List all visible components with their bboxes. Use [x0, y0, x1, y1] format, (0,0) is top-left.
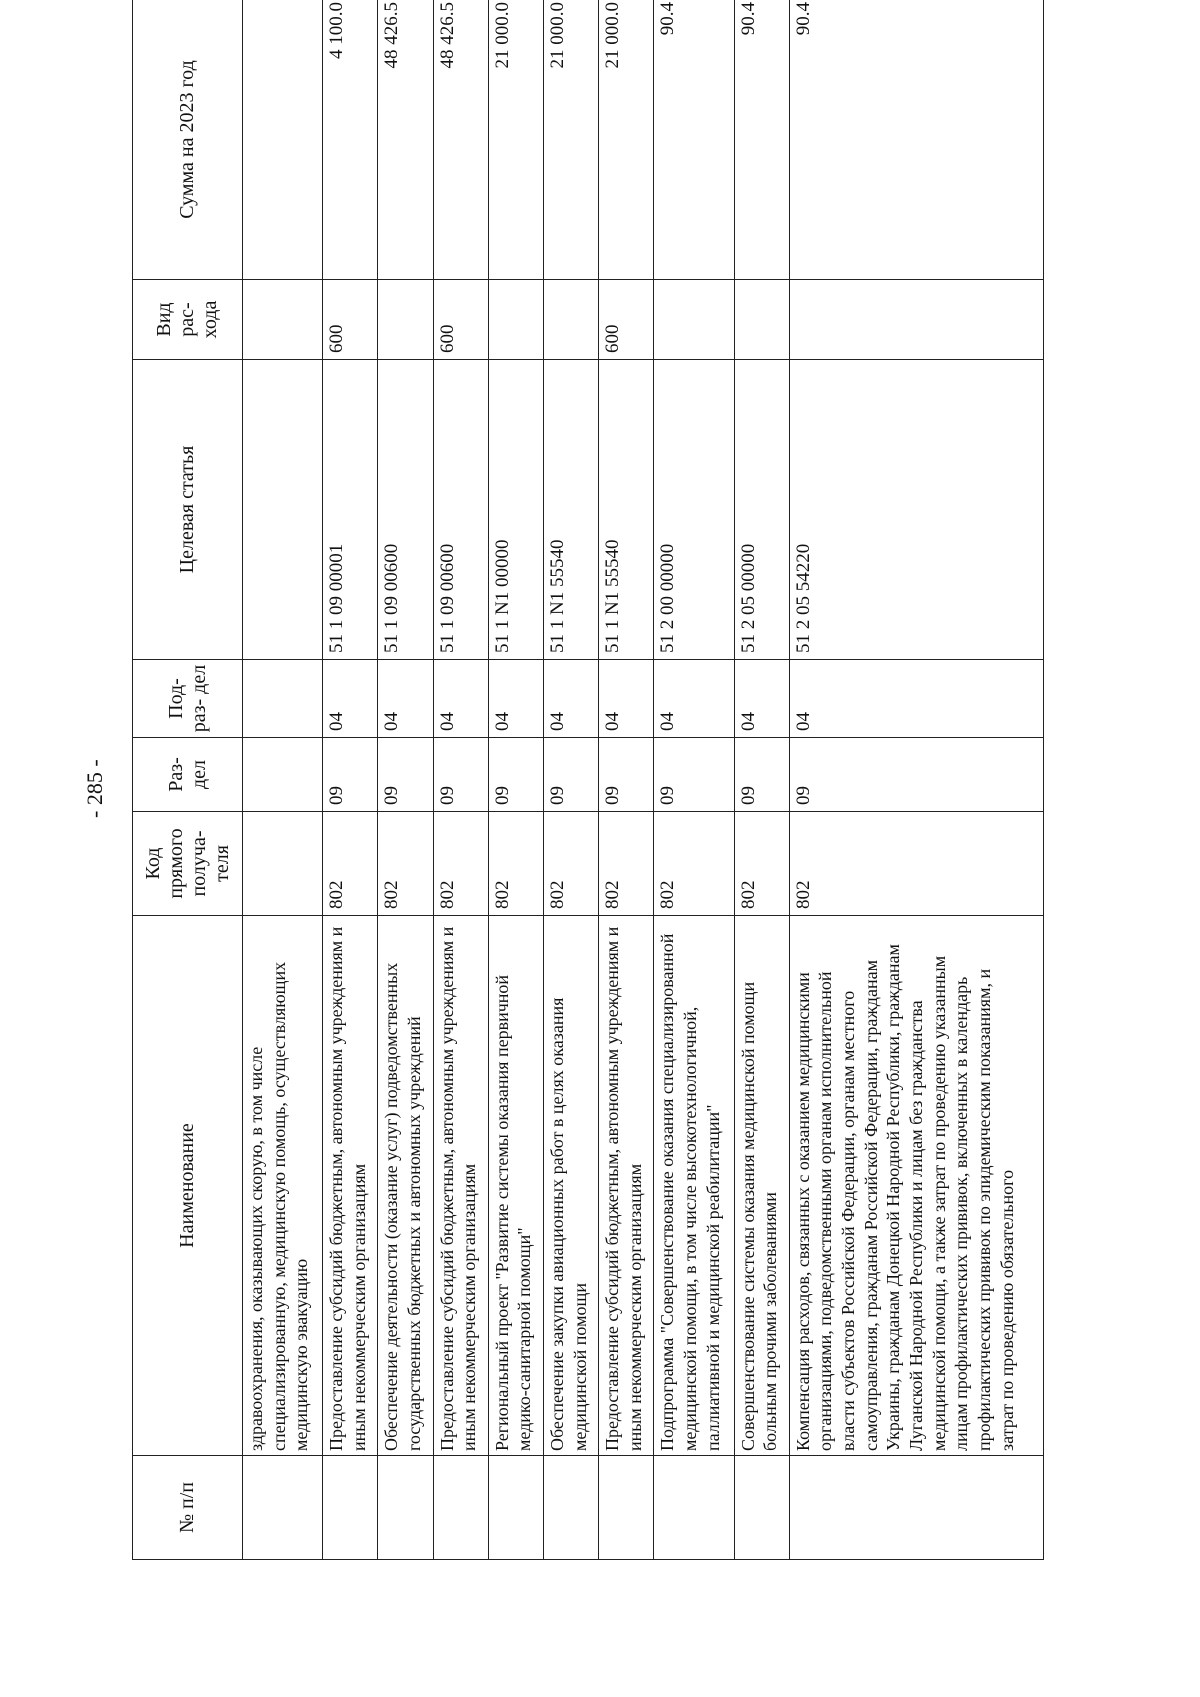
cell-num: [654, 1456, 734, 1560]
cell-target: [243, 360, 323, 660]
table-row: [734, 0, 789, 1560]
cell-target: 51 1 N1 00000: [488, 360, 543, 660]
cell-subsection: 04: [734, 660, 789, 738]
cell-subsection: 04: [654, 660, 734, 738]
cell-expense: [789, 280, 1043, 360]
cell-target: 51 1 N1 55540: [599, 360, 654, 660]
page-number: - 285 -: [82, 759, 107, 818]
cell-expense: 600: [599, 280, 654, 360]
table-row: [433, 0, 488, 1560]
cell-expense: 600: [323, 280, 378, 360]
header-expense: Вид рас- хода: [133, 280, 243, 360]
cell-section: 09: [789, 738, 1043, 812]
cell-section: 09: [599, 738, 654, 812]
table-row: [243, 0, 323, 1560]
cell-recipient: 802: [488, 812, 543, 916]
cell-section: 09: [543, 738, 598, 812]
cell-expense: [378, 280, 433, 360]
budget-table: [132, 0, 1044, 1560]
cell-recipient: 802: [599, 812, 654, 916]
cell-name: Предоставление субсидий бюджетным, автономным учреждениям и иным некоммерческим организациям: [599, 916, 654, 1456]
cell-expense: [543, 280, 598, 360]
cell-num: [488, 1456, 543, 1560]
cell-name: Обеспечение деятельности (оказание услуг) подведомственных государственных бюджетных и автономных учреждений: [378, 916, 433, 1456]
cell-name: Обеспечение закупки авиационных работ в целях оказания медицинской помощи: [543, 916, 598, 1456]
cell-sum: 21 000.0: [599, 0, 654, 280]
cell-sum: 4 100.0: [323, 0, 378, 280]
cell-subsection: 04: [433, 660, 488, 738]
table-row: [599, 0, 654, 1560]
header-sum: Сумма на 2023 год: [133, 0, 243, 280]
cell-sum: 21 000.0: [543, 0, 598, 280]
cell-section: 09: [734, 738, 789, 812]
cell-num: [734, 1456, 789, 1560]
cell-sum: 21 000.0: [488, 0, 543, 280]
cell-recipient: [243, 812, 323, 916]
cell-recipient: 802: [323, 812, 378, 916]
table-row: [378, 0, 433, 1560]
cell-section: 09: [378, 738, 433, 812]
cell-target: 51 1 09 00001: [323, 360, 378, 660]
cell-num: [543, 1456, 598, 1560]
cell-recipient: 802: [433, 812, 488, 916]
cell-section: 09: [433, 738, 488, 812]
header-target: Целевая статья: [133, 360, 243, 660]
table-row: [543, 0, 598, 1560]
cell-name: здравоохранения, оказывающих скорую, в том числе специализированную, медицинскую помощь, осуществляющих медицинскую эвакуацию: [243, 916, 323, 1456]
cell-sum: 90.4: [734, 0, 789, 280]
cell-recipient: 802: [543, 812, 598, 916]
cell-section: 09: [488, 738, 543, 812]
cell-section: 09: [654, 738, 734, 812]
cell-recipient: 802: [654, 812, 734, 916]
cell-recipient: 802: [734, 812, 789, 916]
cell-num: [789, 1456, 1043, 1560]
table-header-row: [133, 0, 243, 1560]
cell-name: Предоставление субсидий бюджетным, автономным учреждениям и иным некоммерческим организациям: [323, 916, 378, 1456]
cell-subsection: 04: [378, 660, 433, 738]
cell-name: Региональный проект "Развитие системы оказания первичной медико-санитарной помощи": [488, 916, 543, 1456]
cell-subsection: [243, 660, 323, 738]
cell-subsection: 04: [789, 660, 1043, 738]
cell-expense: [488, 280, 543, 360]
cell-name: Предоставление субсидий бюджетным, автономным учреждениям и иным некоммерческим организациям: [433, 916, 488, 1456]
cell-target: 51 1 N1 55540: [543, 360, 598, 660]
cell-target: 51 2 05 00000: [734, 360, 789, 660]
cell-sum: 90.4: [654, 0, 734, 280]
cell-num: [323, 1456, 378, 1560]
header-recipient: Код прямого получа- теля: [133, 812, 243, 916]
cell-sum: 48 426.5: [433, 0, 488, 280]
table-row: [789, 0, 1043, 1560]
cell-num: [599, 1456, 654, 1560]
table-row: [654, 0, 734, 1560]
cell-target: 51 1 09 00600: [433, 360, 488, 660]
budget-table-container: [132, 0, 1044, 1560]
cell-subsection: 04: [599, 660, 654, 738]
cell-target: 51 2 00 00000: [654, 360, 734, 660]
cell-subsection: 04: [488, 660, 543, 738]
header-num: № п/п: [133, 1456, 243, 1560]
header-name: Наименование: [133, 916, 243, 1456]
cell-name: Совершенствование системы оказания медицинской помощи больным прочими заболеваниями: [734, 916, 789, 1456]
cell-expense: [243, 280, 323, 360]
cell-expense: 600: [433, 280, 488, 360]
cell-section: 09: [323, 738, 378, 812]
cell-recipient: 802: [789, 812, 1043, 916]
cell-subsection: 04: [323, 660, 378, 738]
cell-num: [433, 1456, 488, 1560]
cell-num: [378, 1456, 433, 1560]
header-subsection: Под- раз- дел: [133, 660, 243, 738]
cell-target: 51 2 05 54220: [789, 360, 1043, 660]
cell-expense: [654, 280, 734, 360]
cell-subsection: 04: [543, 660, 598, 738]
table-row: [323, 0, 378, 1560]
header-section: Раз- дел: [133, 738, 243, 812]
cell-target: 51 1 09 00600: [378, 360, 433, 660]
table-row: [488, 0, 543, 1560]
cell-sum: 90.4: [789, 0, 1043, 280]
cell-num: [243, 1456, 323, 1560]
cell-sum: 48 426.5: [378, 0, 433, 280]
cell-sum: [243, 0, 323, 280]
cell-name: Подпрограмма "Совершенствование оказания специализированной медицинской помощи, в том числе высокотехнологичной, паллиативной и медицинской реабилитации": [654, 916, 734, 1456]
cell-name: Компенсация расходов, связанных с оказанием медицинскими организациями, подведомственными органам исполнительной власти субъектов Российской Федерации, органам местного самоуправления, гражданам Российской Федерации, гражданам Украины, гражданам Донецкой Народной Республики, гражданам Луганской Народной Республики и лицам без гражданства медицинской помощи, а также затрат по проведению указанным лицам профилактических прививок, включенных в календарь профилактических прививок по эпидемическим показаниям, и затрат по проведению обязательного: [789, 916, 1043, 1456]
cell-expense: [734, 280, 789, 360]
cell-section: [243, 738, 323, 812]
cell-recipient: 802: [378, 812, 433, 916]
